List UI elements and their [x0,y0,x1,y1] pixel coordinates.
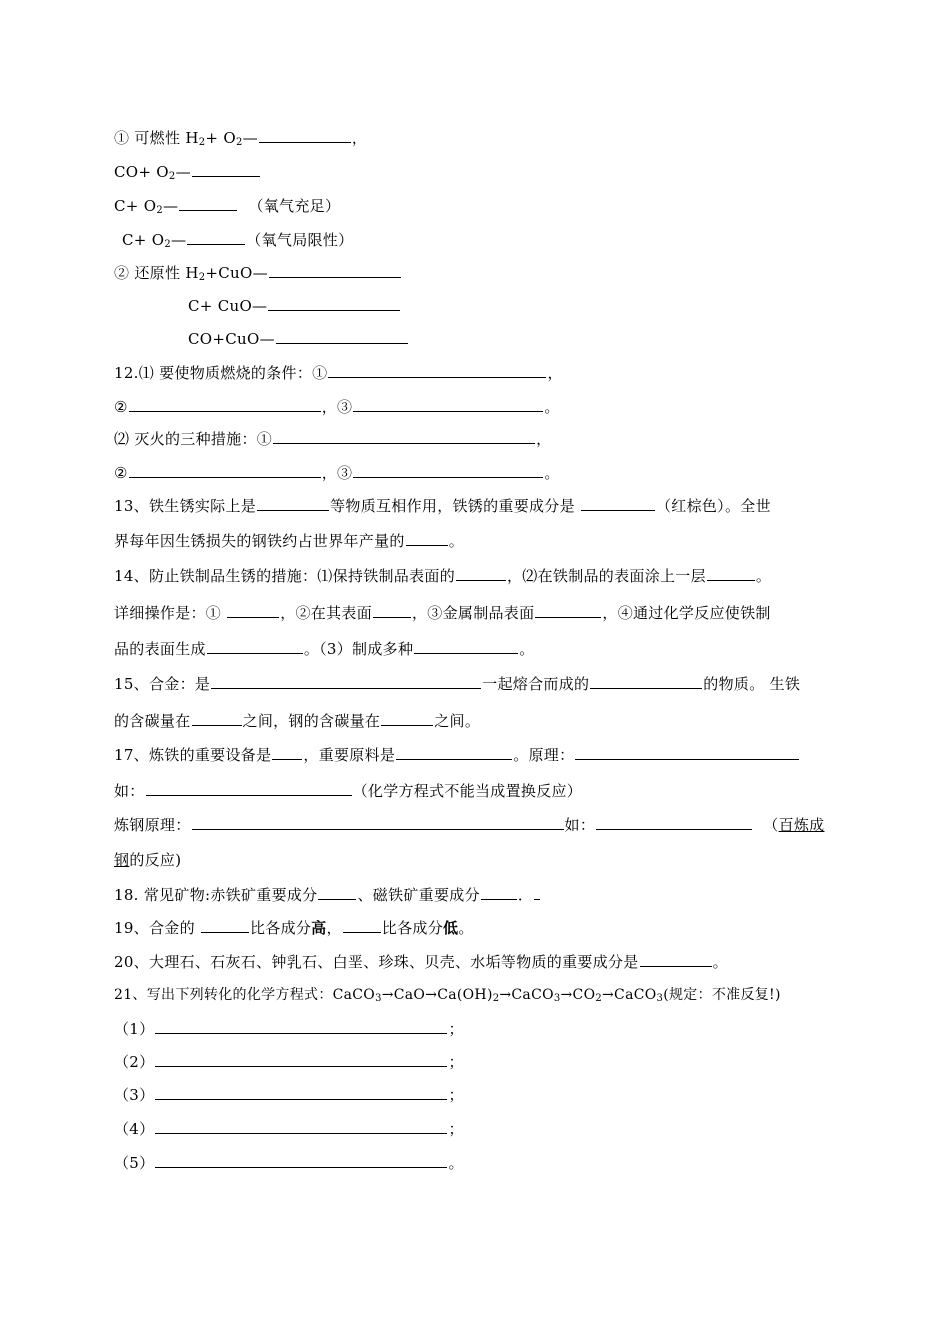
text: ，③ [321,398,353,416]
q11-reducibility-co [188,328,409,349]
answer-blank[interactable] [373,602,411,618]
q13-line-2 [114,530,464,551]
text: 。（3）制成多种 [303,640,414,658]
text: 的物质。 生铁 [703,675,801,693]
answer-blank[interactable] [396,744,512,760]
text: 炼钢原理： [114,816,191,834]
text: 。 [448,1154,464,1172]
answer-blank[interactable] [155,1118,447,1134]
text: ， [547,364,563,382]
q11-combustibility-c-limited [122,229,353,250]
text: 一起熔合而成的 [482,675,590,693]
text: C+ CuO— [188,297,268,315]
answer-blank[interactable] [179,195,237,211]
answer-blank[interactable] [707,565,755,581]
q12-line-2 [114,396,560,417]
text: — [242,129,258,147]
text: 界每年因生锈损失的钢铁约占世界年产量的 [114,532,405,550]
item-number: （5） [114,1154,155,1172]
text: →CaO→Ca(OH) [381,987,493,1003]
answer-blank[interactable] [192,710,242,726]
item-number: （1） [114,1020,155,1038]
subscript: 3 [375,993,382,1004]
text: 。 [755,567,772,585]
answer-blank[interactable] [129,462,321,478]
text: 。 [712,953,728,971]
text: （ [763,816,779,834]
text: 12.⑴ 要使物质燃烧的条件：① [114,364,328,382]
text: ； [448,1053,464,1071]
subscript: 2 [492,993,500,1004]
text: ② [114,464,128,482]
text: 17、炼铁的重要设备是 [114,746,272,764]
answer-blank[interactable] [343,917,381,933]
text: 。 [544,398,560,416]
text: 18. 常见矿物:赤铁矿重要成分 [114,886,318,904]
text: 如： [114,782,145,800]
text: ，⑵在铁制品的表面涂上一层 [507,567,706,585]
text: 钢 [114,851,130,869]
answer-blank[interactable] [259,127,351,143]
q12-line-4 [114,462,560,483]
text: (规定：不准反复!) [663,987,781,1003]
answer-blank[interactable] [155,1018,447,1034]
subscript: 2 [168,171,176,182]
answer-blank[interactable] [575,744,799,760]
answer-blank[interactable] [381,710,433,726]
text: CO+CuO— [188,330,275,348]
answer-blank[interactable] [353,396,543,412]
text: 等物质互相作用，铁锈的重要成分是 [330,497,575,515]
text: ② [114,398,128,416]
text: 。 [519,640,535,658]
q17-line-2 [114,780,582,801]
item-number: （2） [114,1053,155,1071]
text: （氧气局限性） [246,231,354,249]
text: ． [517,886,534,904]
text: + O [205,129,236,147]
text: （氧气充足） [248,197,341,215]
text: — [162,197,179,215]
subscript: 2 [164,239,171,250]
text: ， [326,919,342,937]
q17-line-3 [114,814,824,835]
text: （红棕色）。全世 [655,497,771,515]
q21-item [114,1018,464,1039]
text: 的含碳量在 [114,712,191,730]
answer-blank[interactable] [596,814,752,830]
q19 [114,917,474,938]
answer-blank[interactable] [353,462,543,478]
text: →CaCO [602,987,657,1003]
answer-blank[interactable] [481,884,517,900]
answer-blank[interactable] [534,884,540,900]
answer-blank[interactable] [581,495,655,511]
q17-line-1 [114,744,800,765]
text: （化学方程式不能当成置换反应） [352,782,583,800]
q11-combustibility-c-sufficient [114,195,340,216]
answer-blank[interactable] [207,638,303,654]
q21-item [114,1118,464,1139]
text: C+ O [122,231,165,249]
text: 详细操作是：① [114,604,222,622]
answer-blank[interactable] [276,328,408,344]
text: C+ O [114,197,157,215]
q12-line-1 [114,362,563,383]
text: →CaCO [499,987,554,1003]
q12-line-3 [114,428,551,449]
q11-combustibility-h2 [114,127,367,148]
text: 15、合金：是 [114,675,211,693]
text: →CO [560,987,596,1003]
subscript: 2 [235,137,243,148]
q14-line-2 [114,602,771,623]
text: 。 [458,919,474,937]
text: ，重要原料是 [303,746,396,764]
text: 21、写出下列转化的化学方程式：CaCO [114,987,376,1003]
answer-blank[interactable] [269,262,401,278]
answer-blank[interactable] [257,495,329,511]
answer-blank[interactable] [227,602,279,618]
text: ，④通过化学反应使铁制 [602,604,771,622]
text: 高 [311,919,327,937]
answer-blank[interactable] [192,814,564,830]
text: 比各成分 [381,919,443,937]
answer-blank[interactable] [268,295,400,311]
q15-line-2 [114,710,480,731]
answer-blank[interactable] [129,396,321,412]
q15-line-1 [114,673,800,694]
q14-line-3 [114,638,535,659]
text: ， [536,430,552,448]
item-number: （4） [114,1120,155,1138]
text: 19、合金的 [114,919,195,937]
q17-line-4 [114,850,181,870]
answer-blank[interactable] [590,673,702,689]
text: 低 [443,919,459,937]
text: 比各成分 [249,919,312,937]
q21-item [114,1051,464,1072]
answer-blank[interactable] [640,951,712,967]
answer-blank[interactable] [187,229,245,245]
answer-blank[interactable] [155,1084,447,1100]
answer-blank[interactable] [192,161,260,177]
text: — [170,231,187,249]
text: ； [448,1120,464,1138]
subscript: 2 [156,205,163,216]
text: 20、大理石、石灰石、钟乳石、白垩、珍珠、贝壳、水垢等物质的重要成分是 [114,953,639,971]
text: CO+ O [114,163,169,181]
q18 [114,884,541,905]
subscript: 2 [198,272,206,283]
answer-blank[interactable] [155,1152,447,1168]
text: 13、铁生锈实际上是 [114,497,257,515]
q21-title [114,985,781,1005]
answer-blank[interactable] [272,744,302,760]
answer-blank[interactable] [201,917,249,933]
q11-reducibility-h2 [114,262,402,283]
text: 之间，钢的含碳量在 [242,712,381,730]
q13-line-1 [114,495,771,516]
q21-item [114,1152,464,1173]
answer-blank[interactable] [273,428,535,444]
q11-reducibility-c [188,295,401,316]
text: ⑵ 灭火的三种措施：① [114,430,273,448]
subscript: 3 [553,993,561,1004]
answer-blank[interactable] [318,884,356,900]
text: ，③ [321,464,353,482]
answer-blank[interactable] [456,565,506,581]
text: 。原理： [513,746,575,764]
text: 。 [448,532,465,550]
text: 如： [564,816,596,834]
answer-blank[interactable] [535,602,601,618]
text: 品的表面生成 [114,640,206,658]
subscript: 2 [595,993,603,1004]
text: 、磁铁矿重要成分 [357,886,480,904]
text: 14、防止铁制品生锈的措施：⑴保持铁制品表面的 [114,567,455,585]
text: +CuO— [205,264,268,282]
text: ， [351,129,368,147]
text: ① 可燃性 H [114,129,199,147]
text: — [175,163,191,181]
text: ； [448,1020,464,1038]
text: 百炼成 [778,816,825,834]
q14-line-1 [114,565,771,586]
q20 [114,951,728,972]
text: 之间。 [434,712,481,730]
answer-blank[interactable] [146,780,352,796]
text: ； [448,1086,464,1104]
answer-blank[interactable] [414,638,518,654]
subscript: 2 [198,137,206,148]
answer-blank[interactable] [155,1051,447,1067]
item-number: （3） [114,1086,155,1104]
q11-combustibility-co [114,161,261,182]
answer-blank[interactable] [328,362,546,378]
answer-blank[interactable] [211,673,481,689]
q21-item [114,1084,464,1105]
text: 。 [544,464,560,482]
text: 的反应) [129,851,182,869]
text: ，②在其表面 [280,604,372,622]
text: ② 还原性 H [114,264,199,282]
answer-blank[interactable] [406,530,448,546]
subscript: 3 [656,993,664,1004]
text: ，③金属制品表面 [412,604,535,622]
